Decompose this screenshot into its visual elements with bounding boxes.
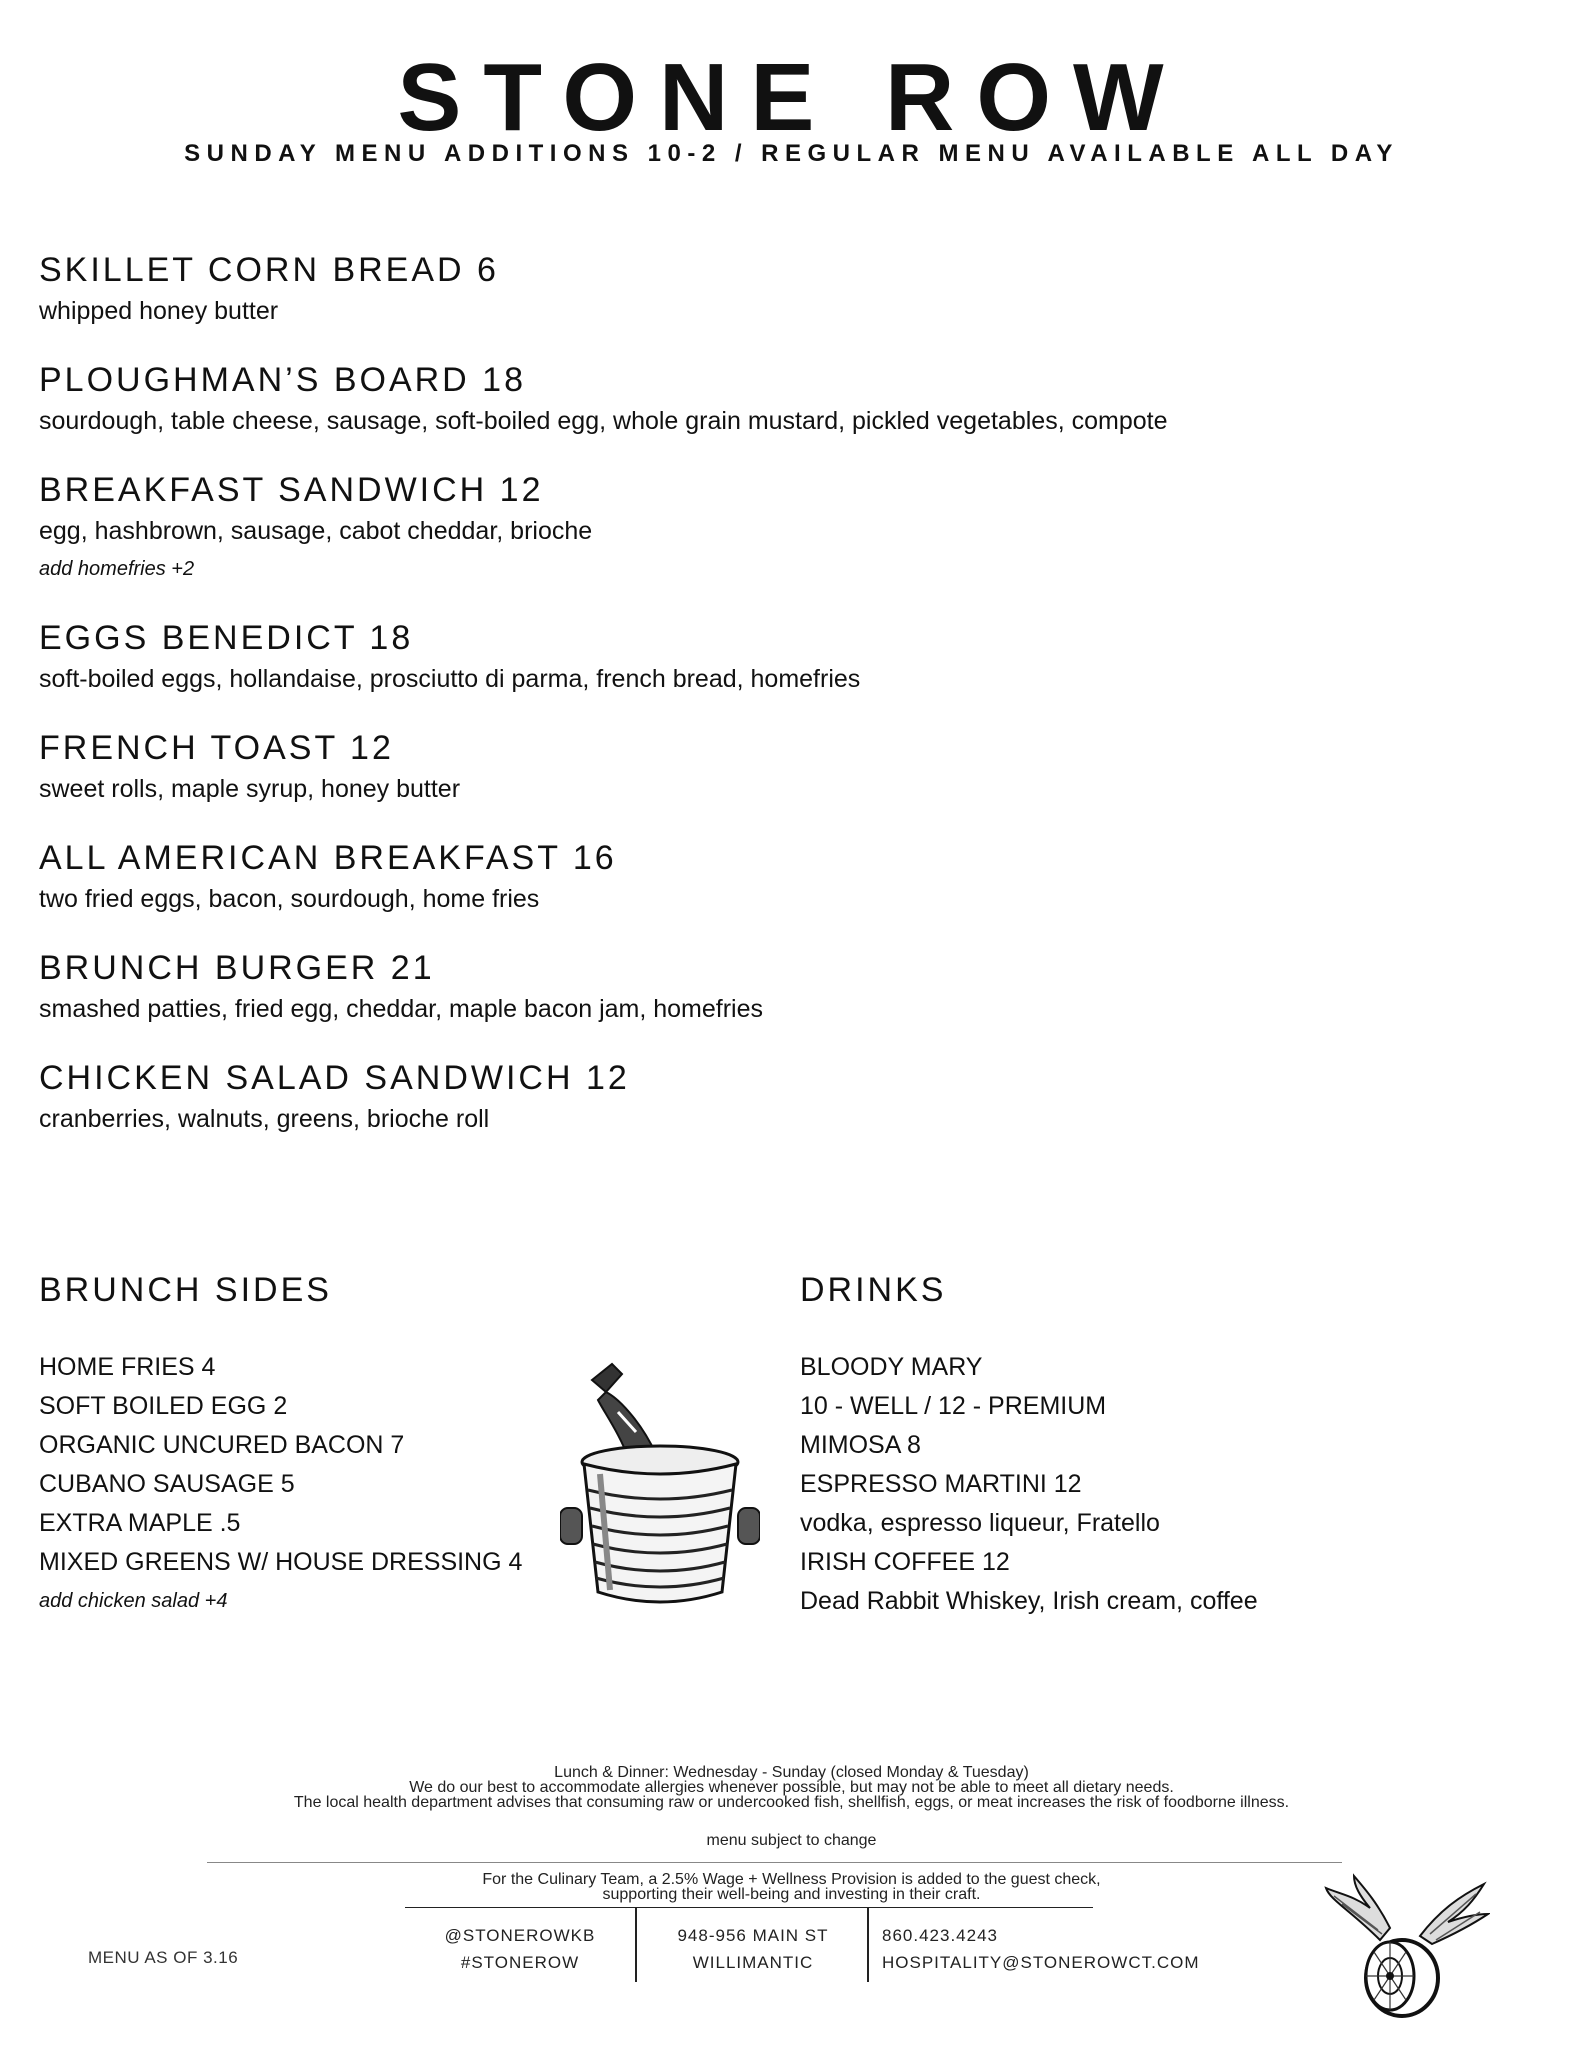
drink-item: BLOODY MARY xyxy=(800,1353,983,1381)
brunch-sides-heading: BRUNCH SIDES xyxy=(39,1271,332,1309)
street-address: 948-956 MAIN ST xyxy=(677,1926,829,1945)
footer-divider xyxy=(207,1862,1342,1863)
side-item: HOME FRIES 4 xyxy=(39,1353,216,1381)
menu-item xyxy=(39,836,1489,918)
team-line-2: supporting their well-being and investing in their craft. xyxy=(602,1886,981,1903)
item-description: cranberries, walnuts, greens, brioche roll xyxy=(39,1105,490,1133)
drink-item: vodka, espresso liqueur, Fratello xyxy=(800,1509,1160,1537)
drink-item: MIMOSA 8 xyxy=(800,1431,921,1459)
side-item: ORGANIC UNCURED BACON 7 xyxy=(39,1431,405,1459)
phone-number[interactable]: 860.423.4243 xyxy=(882,1926,998,1945)
item-name: CHICKEN SALAD SANDWICH 12 xyxy=(39,1059,630,1097)
health-warning-text: The local health department advises that consuming raw or undercooked fish, shellfish, eggs, or meat increases the risk of foodborne illness. xyxy=(293,1794,1290,1811)
brunch-sides-section xyxy=(39,1268,599,1620)
hashtag[interactable]: #STONEROW xyxy=(460,1953,580,1972)
menu-subtitle: SUNDAY MENU ADDITIONS 10-2 / REGULAR MENU AVAILABLE ALL DAY xyxy=(184,140,1399,167)
drinks-section xyxy=(800,1268,1500,1621)
side-item: SOFT BOILED EGG 2 xyxy=(39,1392,288,1420)
contact-separator xyxy=(635,1908,637,1982)
drink-item: IRISH COFFEE 12 xyxy=(800,1548,1010,1576)
side-item: MIXED GREENS W/ HOUSE DRESSING 4 xyxy=(39,1548,523,1576)
allergy-text: We do our best to accommodate allergies whenever possible, but may not be able to meet all dietary needs. xyxy=(409,1779,1174,1796)
item-description: whipped honey butter xyxy=(39,297,279,325)
menu-date: MENU AS OF 3.16 xyxy=(88,1948,239,1967)
phone-email-block xyxy=(882,1922,1212,1976)
item-description: sourdough, table cheese, sausage, soft-boiled egg, whole grain mustard, pickled vegetables, compote xyxy=(39,407,1168,435)
item-description: soft-boiled eggs, hollandaise, prosciutto di parma, french bread, homefries xyxy=(39,665,861,693)
social-block xyxy=(420,1922,620,1976)
contact-separator xyxy=(867,1908,869,1982)
drink-item: ESPRESSO MARTINI 12 xyxy=(800,1470,1082,1498)
menu-item xyxy=(39,358,1489,440)
drink-item: Dead Rabbit Whiskey, Irish cream, coffee xyxy=(800,1587,1258,1615)
instagram-handle[interactable]: @STONEROWKB xyxy=(444,1926,596,1945)
hours-text: Lunch & Dinner: Wednesday - Sunday (closed Monday & Tuesday) xyxy=(554,1764,1029,1781)
menu-change-note: menu subject to change xyxy=(706,1832,877,1849)
item-note: add homefries +2 xyxy=(39,558,195,580)
item-description: sweet rolls, maple syrup, honey butter xyxy=(39,775,461,803)
menu-item xyxy=(39,726,1489,808)
side-note: add chicken salad +4 xyxy=(39,1590,228,1612)
drinks-heading: DRINKS xyxy=(800,1271,947,1309)
email-address[interactable]: HOSPITALITY@STONEROWCT.COM xyxy=(882,1953,1200,1972)
menu-item xyxy=(39,468,1489,588)
item-name: ALL AMERICAN BREAKFAST 16 xyxy=(39,839,617,877)
item-description: egg, hashbrown, sausage, cabot cheddar, brioche xyxy=(39,517,593,545)
item-name: PLOUGHMAN’S BOARD 18 xyxy=(39,361,526,399)
item-description: two fried eggs, bacon, sourdough, home fries xyxy=(39,885,540,913)
item-name: BRUNCH BURGER 21 xyxy=(39,949,435,987)
item-name: EGGS BENEDICT 18 xyxy=(39,619,414,657)
item-name: BREAKFAST SANDWICH 12 xyxy=(39,471,544,509)
menu-item xyxy=(39,1056,1489,1138)
item-name: SKILLET CORN BREAD 6 xyxy=(39,251,499,289)
item-description: smashed patties, fried egg, cheddar, maple bacon jam, homefries xyxy=(39,995,764,1023)
contact-divider xyxy=(405,1907,1093,1908)
item-name: FRENCH TOAST 12 xyxy=(39,729,394,767)
winged-wheel-logo-icon xyxy=(1320,1870,1490,2020)
side-item: EXTRA MAPLE .5 xyxy=(39,1509,241,1537)
restaurant-title: STONE ROW xyxy=(397,44,1186,151)
menu-items xyxy=(39,248,1489,1166)
brunch-sides-list xyxy=(39,1348,599,1620)
side-item: CUBANO SAUSAGE 5 xyxy=(39,1470,295,1498)
team-line-1: For the Culinary Team, a 2.5% Wage + Wellness Provision is added to the guest check, xyxy=(482,1871,1101,1888)
drinks-list xyxy=(800,1348,1500,1621)
menu-item xyxy=(39,616,1489,698)
champagne-bucket-icon xyxy=(560,1350,760,1610)
address-block xyxy=(648,1922,858,1976)
menu-item xyxy=(39,946,1489,1028)
drink-item: 10 - WELL / 12 - PREMIUM xyxy=(800,1392,1107,1420)
menu-item xyxy=(39,248,1489,330)
city: WILLIMANTIC xyxy=(692,1953,814,1972)
footer-disclaimer xyxy=(0,1765,1583,1810)
